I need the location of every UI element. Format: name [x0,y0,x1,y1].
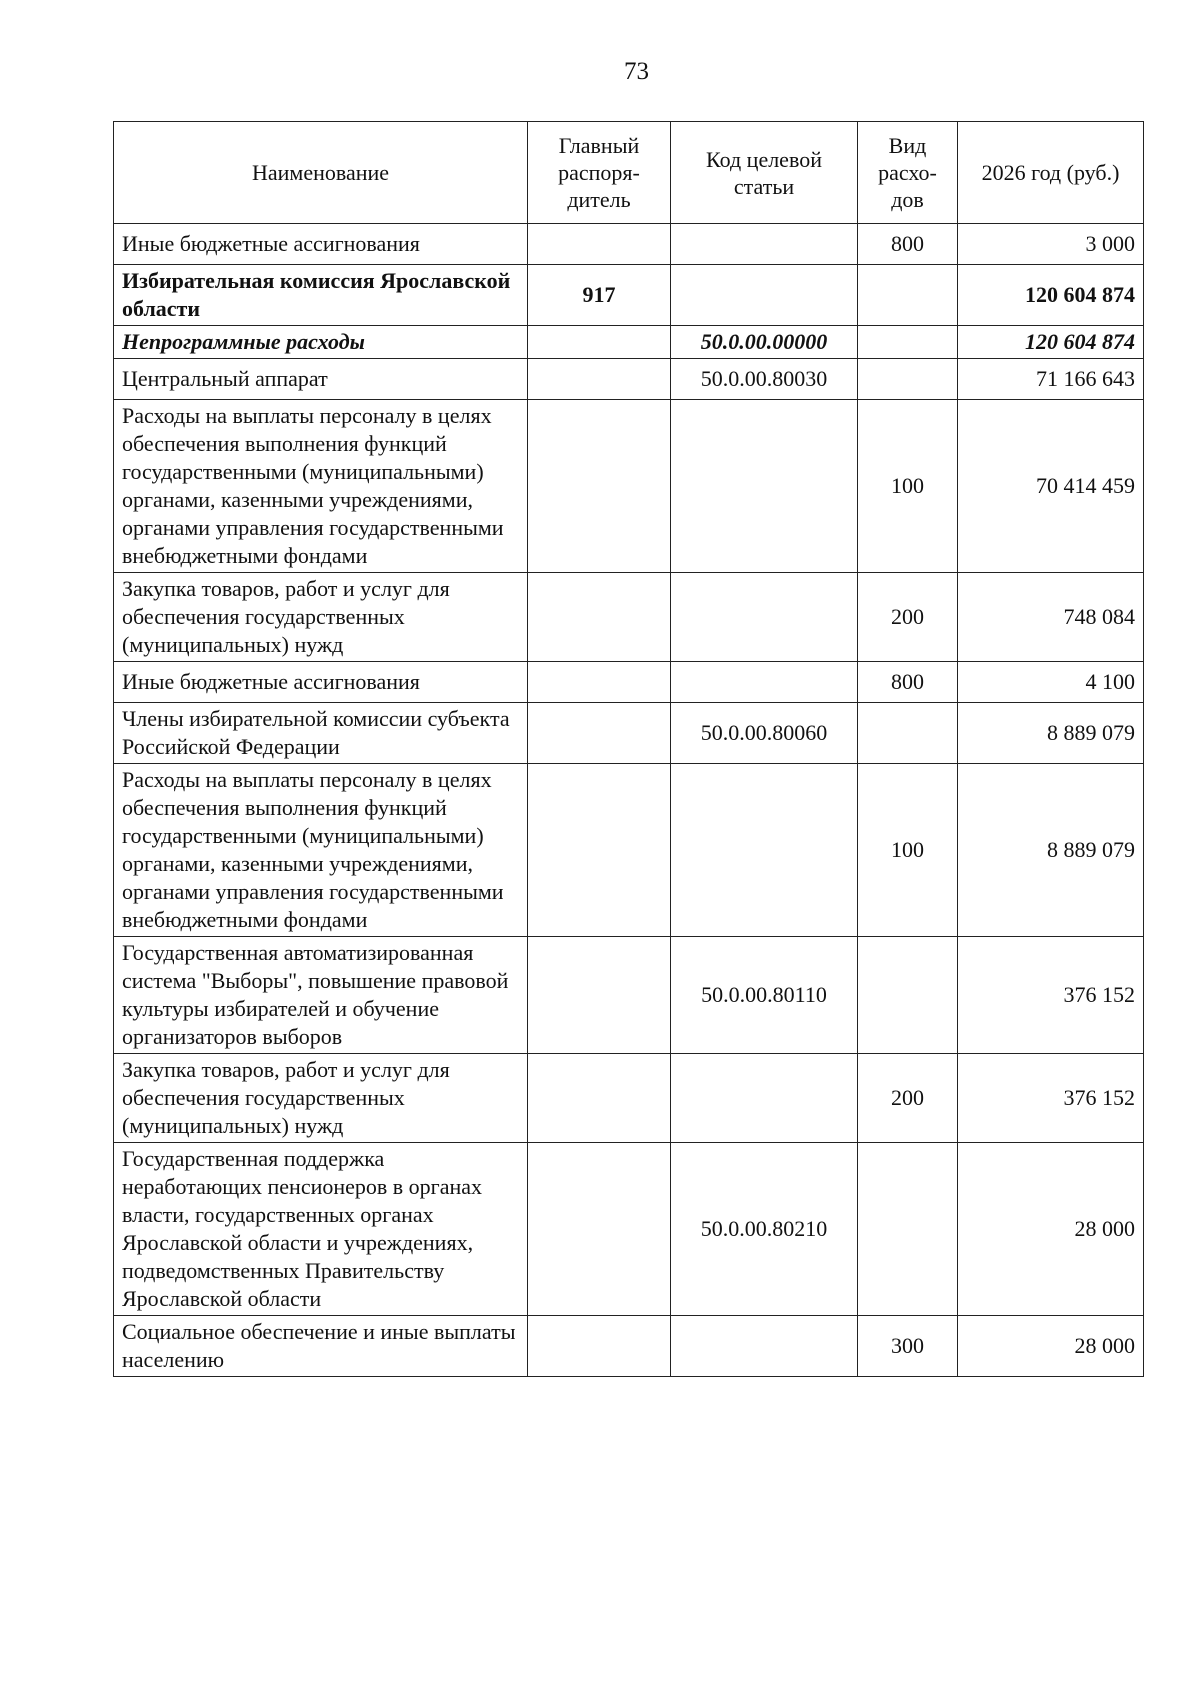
cell-expense-type: 100 [858,764,958,937]
cell-target-code [671,224,858,265]
cell-target-code: 50.0.00.80060 [671,703,858,764]
cell-expense-type: 100 [858,400,958,573]
cell-target-code [671,662,858,703]
table-row [114,662,1144,703]
cell-amount: 70 414 459 [958,400,1144,573]
table-row [114,265,1144,326]
cell-chief-administrator [528,1316,671,1377]
cell-target-code: 50.0.00.00000 [671,326,858,359]
cell-chief-administrator: 917 [528,265,671,326]
cell-amount: 376 152 [958,1054,1144,1143]
cell-chief-administrator [528,573,671,662]
table-row [114,400,1144,573]
cell-name: Государственная автоматизированная система "Выборы", повышение правовой культуры избирателей и обучение организаторов выборов [114,937,528,1054]
table-row [114,703,1144,764]
cell-name: Закупка товаров, работ и услуг для обеспечения государственных (муниципальных) нужд [114,573,528,662]
cell-name: Расходы на выплаты персоналу в целях обеспечения выполнения функций государственными (муниципальными) органами, казенными учреждениями, органами управления государственными внебюджетными фондами [114,764,528,937]
table-row [114,764,1144,937]
header-amount-2026: 2026 год (руб.) [958,122,1144,224]
header-target-code: Код целевой статьи [671,122,858,224]
cell-chief-administrator [528,400,671,573]
table-row [114,573,1144,662]
cell-expense-type [858,326,958,359]
cell-target-code: 50.0.00.80210 [671,1143,858,1316]
cell-target-code [671,764,858,937]
table-row [114,937,1144,1054]
header-chief-administrator: Главный распоря-дитель [528,122,671,224]
table-body [114,224,1144,1377]
table-row [114,1054,1144,1143]
cell-expense-type: 800 [858,662,958,703]
cell-amount: 376 152 [958,937,1144,1054]
cell-name: Расходы на выплаты персоналу в целях обеспечения выполнения функций государственными (муниципальными) органами, казенными учреждениями, органами управления государственными внебюджетными фондами [114,400,528,573]
cell-name: Закупка товаров, работ и услуг для обеспечения государственных (муниципальных) нужд [114,1054,528,1143]
cell-expense-type: 200 [858,1054,958,1143]
cell-chief-administrator [528,1054,671,1143]
budget-table [113,121,1144,1377]
cell-amount: 28 000 [958,1316,1144,1377]
cell-amount: 4 100 [958,662,1144,703]
cell-target-code [671,400,858,573]
cell-chief-administrator [528,703,671,764]
cell-expense-type: 200 [858,573,958,662]
cell-target-code [671,573,858,662]
cell-expense-type [858,937,958,1054]
cell-expense-type: 300 [858,1316,958,1377]
cell-target-code [671,1054,858,1143]
page-number: 73 [624,58,649,85]
cell-chief-administrator [528,764,671,937]
cell-target-code [671,265,858,326]
table-header-row [114,122,1144,224]
cell-name: Непрограммные расходы [114,326,528,359]
cell-name: Социальное обеспечение и иные выплаты населению [114,1316,528,1377]
cell-name: Государственная поддержка неработающих пенсионеров в органах власти, государственных органах Ярославской области и учреждениях, подведомственных Правительству Ярославской области [114,1143,528,1316]
cell-amount: 71 166 643 [958,359,1144,400]
cell-amount: 28 000 [958,1143,1144,1316]
cell-chief-administrator [528,1143,671,1316]
cell-amount: 8 889 079 [958,764,1144,937]
cell-expense-type [858,359,958,400]
table-row [114,326,1144,359]
cell-amount: 120 604 874 [958,326,1144,359]
cell-chief-administrator [528,937,671,1054]
header-expense-type: Вид расхо-дов [858,122,958,224]
table-row [114,224,1144,265]
cell-expense-type [858,1143,958,1316]
table-row [114,359,1144,400]
cell-chief-administrator [528,359,671,400]
cell-expense-type [858,265,958,326]
cell-amount: 748 084 [958,573,1144,662]
cell-chief-administrator [528,662,671,703]
cell-amount: 8 889 079 [958,703,1144,764]
cell-name: Члены избирательной комиссии субъекта Российской Федерации [114,703,528,764]
cell-name: Иные бюджетные ассигнования [114,224,528,265]
cell-expense-type: 800 [858,224,958,265]
table-row [114,1143,1144,1316]
cell-name: Иные бюджетные ассигнования [114,662,528,703]
cell-amount: 120 604 874 [958,265,1144,326]
cell-chief-administrator [528,224,671,265]
cell-name: Избирательная комиссия Ярославской области [114,265,528,326]
cell-target-code: 50.0.00.80110 [671,937,858,1054]
cell-target-code [671,1316,858,1377]
cell-expense-type [858,703,958,764]
table-row [114,1316,1144,1377]
cell-name: Центральный аппарат [114,359,528,400]
cell-target-code: 50.0.00.80030 [671,359,858,400]
header-name: Наименование [114,122,528,224]
cell-chief-administrator [528,326,671,359]
cell-amount: 3 000 [958,224,1144,265]
